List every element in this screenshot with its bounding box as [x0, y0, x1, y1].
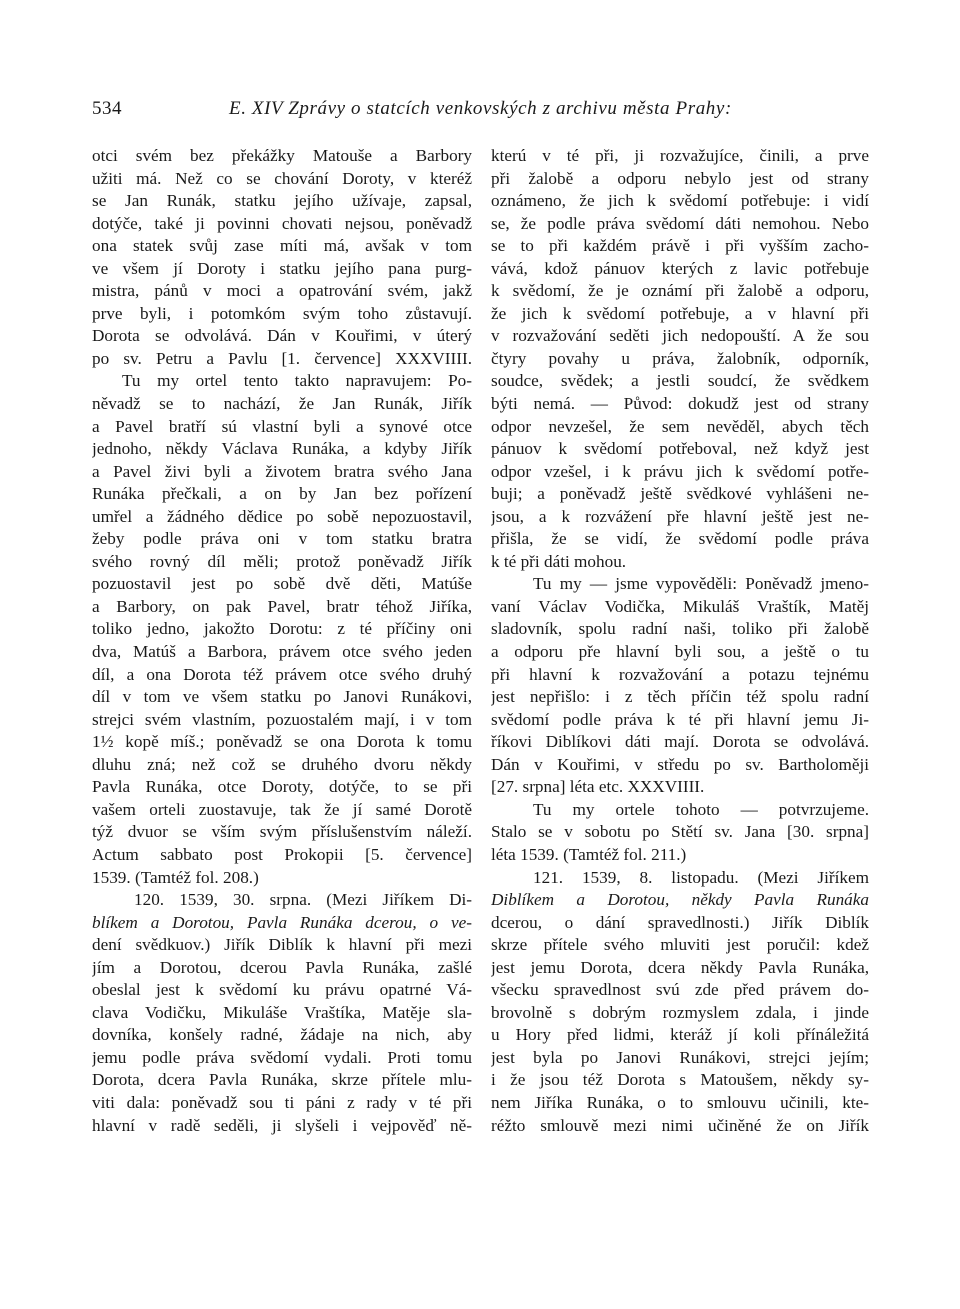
text-line: jest jemu Dorota, dcera někdy Pavla Runáka, [491, 957, 869, 977]
text-line: obeslal jest k svědomí ku právu opatrné Vá- [92, 980, 472, 1000]
text-line: Tu my ortel tento takto napravujem: Po- [122, 371, 472, 391]
text-line: býti nemá. — Původ: dokudž jest od strany [491, 394, 869, 414]
text-line: dovníka, konšely radné, žádaje na nich, aby [92, 1025, 472, 1045]
text-line: a Barbory, on pak Pavel, bratr téhož Jiříka, [92, 596, 472, 616]
right-text-column [491, 145, 869, 1137]
text-line: jest nepřišlo: i z těch příčin též spolu radní [491, 687, 869, 707]
text-line: díl, a ona Dorota též právem otce svého druhý [92, 664, 472, 684]
text-line: pozuostavil jest po sobě dvě děti, Matúše [92, 574, 472, 594]
text-line: réžto smlouvě mezi nimi učiněné že on Jiřík [491, 1115, 869, 1135]
text-line: pánuov k svědomí potřeboval, než když jest [491, 439, 869, 459]
text-line: 121. 1539, 8. listopadu. (Mezi Jiříkem [533, 867, 869, 887]
text-line: ona statek svůj zase míti má, avšak v tom [92, 236, 472, 256]
text-line: u Hory před lidmi, kteráž jí koli přínáležitá [491, 1025, 869, 1045]
text-line: Dorota se odvolává. Dán v Kouřimi, v úterý [92, 326, 472, 346]
text-line: při hlavní k rozvažování a potazu tejnému [491, 664, 869, 684]
text-line: toliko jedno, jakožto Dorotu: z té příčiny oni [92, 619, 472, 639]
text-line: jest byla po Janovi Runákovi, strejci jejím; [491, 1047, 869, 1067]
text-line: Pavla Runáka, otce Doroty, dotýče, to se při [92, 777, 472, 797]
text-line: jím a Dorotou, dcerou Pavla Runáka, zašlé [92, 957, 472, 977]
text-line: říkovi Diblíkovi dáti mají. Dorota se odvolává. [491, 732, 869, 752]
text-line: a Pavel bratří sú vlastní byli a synové otce [92, 416, 472, 436]
text-line: Dán v Kouřimi, v středu po sv. Bartholoměji [491, 754, 869, 774]
text-line: 120. 1539, 30. srpna. (Mezi Jiříkem Di- [134, 890, 472, 910]
text-line: Runáka přečkali, a on by Jan bez pořízení [92, 484, 472, 504]
text-line: Stalo se v sobotu po Stětí sv. Jana [30. srpna] [491, 822, 869, 842]
text-line: po sv. Petru a Pavlu [1. července] XXXVIIII. [92, 348, 472, 368]
text-line: jsou, a k rozvážení pře hlavní ještě jest ne- [491, 506, 869, 526]
text-line: sladovník, spolu radní naši, toliko při žalobě [491, 619, 869, 639]
text-line: dluhu zná; než což se druhého dvoru někdy [92, 754, 472, 774]
text-line: díl v tom ve všem statku po Janovi Runákovi, [92, 687, 472, 707]
text-line: jemu podle práva svědomí vydali. Proti tomu [92, 1047, 472, 1067]
text-line: mistra, pánů v moci a opatrování svém, jakž [92, 281, 472, 301]
text-line: Tu my ortele tohoto — potvrzujeme. [533, 799, 869, 819]
left-text-column [92, 145, 472, 1137]
text-line: užiti má. Než co se chování Doroty, v kteréž [92, 168, 472, 188]
text-line: buji; a poněvadž ještě svědkové vyhlášeni ne- [491, 484, 869, 504]
text-line: vává, kdož pánuov kterých z lavic potřebuje [491, 258, 869, 278]
running-title: E. XIV Zprávy o statcích venkovských z archivu města Prahy: [229, 98, 732, 119]
text-line: Tu my — jsme vypověděli: Poněvadž jmeno- [533, 574, 869, 594]
text-line: všecku spravedlnost svú zde před právem do- [491, 980, 869, 1000]
text-line: soudce, svědek; a jestli soudcí, že svědkem [491, 371, 869, 391]
text-line: viti dala: poněvadž sou ti páni z rady v té při [92, 1092, 472, 1112]
text-line: Diblíkem a Dorotou, někdy Pavla Runáka [491, 890, 869, 910]
text-line: žeby podle práva oni v tom statku bratra [92, 529, 472, 549]
text-line: vašem orteli zuostavuje, tak že jí samé Dorotě [92, 799, 472, 819]
text-line: 1½ kopě míš.; poněvadž se ona Dorota k tomu [92, 732, 472, 752]
text-line: kterú v té při, ji rozvažujíce, činili, a prve [491, 146, 869, 165]
text-line: svého rovný díl měli; protož poněvadž Jiřík [92, 551, 472, 571]
text-line: strejci svém vlastním, pozuostalém mají, i v tom [92, 709, 472, 729]
text-line: skrze přítele svého mluviti jest poručil: kdež [491, 935, 869, 955]
text-line: se Jan Runák, statku jejího užívaje, zapsal, [92, 191, 472, 211]
text-line: v rozvažování seděti jich nedopouští. A že sou [491, 326, 869, 346]
text-line: a odporu pře hlavní byli sou, a ještě o tu [491, 642, 869, 662]
text-line: léta 1539. (Tamtéž fol. 211.) [491, 844, 687, 864]
text-line: nem Jiříka Runáka, o to smlouvu učinili, kte- [491, 1092, 869, 1112]
text-line: prve byli, i potomkóm svým toho zůstavují. [92, 303, 472, 323]
text-line: se, že podle práva svědomí dáti nemohou. Nebo [491, 213, 869, 233]
text-line: že jich k svědomí potřebuje, a v hlavní při [491, 303, 869, 323]
text-line: svědomí podle práva k té při hlavní jemu Ji- [491, 709, 869, 729]
page-header [92, 98, 868, 128]
text-line: clava Vodičku, Mikuláše Vraštíka, Matěje sla- [92, 1002, 472, 1022]
text-line: odpor vzešel, i k právu jich k svědomí potře- [491, 461, 869, 481]
text-line: k svědomí, že je oznámí při žalobě a odporu, [491, 281, 869, 301]
text-line: blíkem a Dorotou, Pavla Runáka dcerou, o ve- [92, 912, 472, 932]
text-line: odpor nevzešel, že sem nevěděl, abych těch [491, 416, 869, 436]
text-line: dcerou, o dání spravedlnosti.) Jiřík Diblík [491, 912, 869, 932]
text-line: ve všem jí Doroty i statku jejího pana purg- [92, 258, 472, 278]
text-line: dení svědkuov.) Jiřík Diblík k hlavní při mezi [92, 935, 472, 955]
text-line: otci svém bez překážky Matouše a Barbory [92, 146, 472, 165]
text-line: i že jsou též Dorota s Matoušem, někdy sy- [491, 1070, 869, 1090]
text-line: umřel a žádného dědice po sobě nepozuostavil, [92, 506, 472, 526]
text-line: čtyry povahy u práva, žalobník, odporník, [491, 348, 869, 368]
text-line: [27. srpna] léta etc. XXXVIIII. [491, 777, 705, 797]
text-line: hlavní v radě seděli, ji slyšeli i vejpověď ně- [92, 1115, 472, 1135]
text-line: dotýče, také ji povinni chovati nejsou, poněvadž [92, 213, 472, 233]
text-line: jednoho, někdy Václava Runáka, a kdyby Jiřík [92, 439, 472, 459]
text-line: k té při dáti mohou. [491, 551, 627, 571]
text-line: brovolně s dobrým rozmyslem zdala, i jinde [491, 1002, 869, 1022]
text-line: oznámeno, že jich k svědomí potřebuje: i vidí [491, 191, 869, 211]
text-line: a Pavel živi byli a životem bratra svého Jana [92, 461, 472, 481]
text-line: dva, Matúš a Barbora, právem otce svého jeden [92, 642, 472, 662]
text-line: přišla, že se vidí, že svědomí podle práva [491, 529, 869, 549]
text-line: vaní Václav Vodička, Mikuláš Vraštík, Matěj [491, 596, 869, 616]
text-line: Actum sabbato post Prokopii [5. července] [92, 844, 472, 864]
page-number: 534 [92, 98, 122, 119]
text-line: týž dvuor se vším svým příslušenstvím náleží. [92, 822, 472, 842]
text-line: 1539. (Tamtéž fol. 208.) [92, 867, 259, 887]
text-line: při žalobě a odporu nebylo jest od strany [491, 168, 869, 188]
text-line: se to při každém právě i při vyšším zacho- [491, 236, 869, 256]
text-line: něvadž se to nachází, že Jan Runák, Jiřík [92, 394, 472, 414]
text-line: Dorota, dcera Pavla Runáka, skrze přítele mlu- [92, 1070, 472, 1090]
